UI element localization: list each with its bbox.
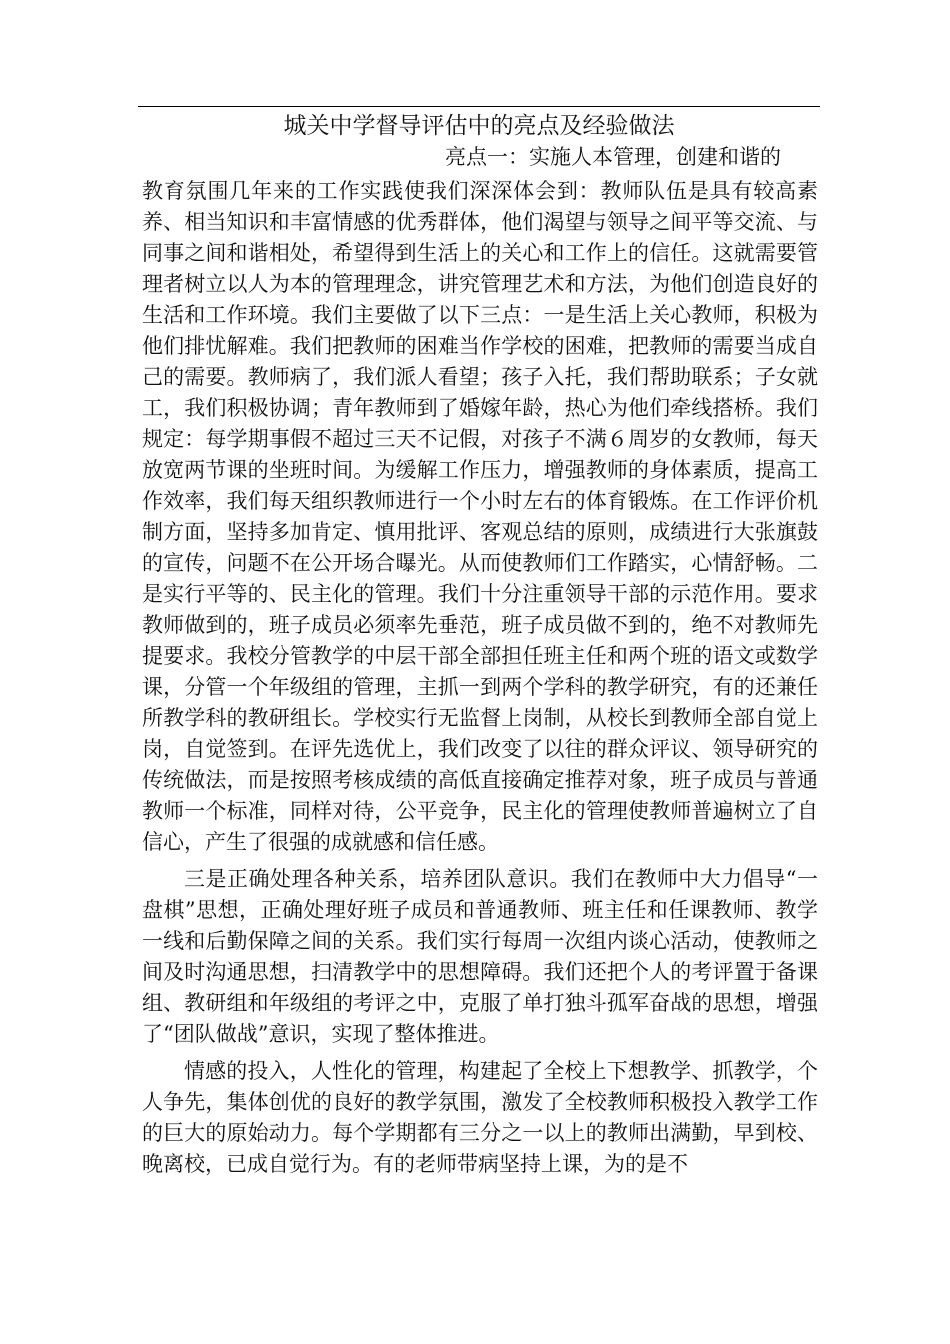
document-title: 城关中学督导评估中的亮点及经验做法 — [283, 113, 675, 139]
body-paragraph-3: 情感的投入，人性化的管理，构建起了全校上下想教学、抓教学，个人争先，集体创优的良好的教学氛围，激发了全校教师积极投入教学工作的巨大的原始动力。每个学期都有三分之一以上的教师出满勤，早到校、晚离校，已成自觉行为。有的老师带病坚持上课，为的是不 — [142, 1059, 818, 1176]
document-body — [142, 176, 818, 1180]
body-paragraph-2: 三是正确处理各种关系，培养团队意识。我们在教师中大力倡导“一盘棋”思想，正确处理好班子成员和普通教师、班主任和任课教师、教学一线和后勤保障之间的关系。我们实行每周一次组内谈心活动，使教师之间及时沟通思想，扫清教学中的思想障碍。我们还把个人的考评置于备课组、教研组和年级组的考评之中，克服了单打独斗孤军奋战的思想，增强了“团队做战”意识，实现了整体推进。 — [142, 867, 818, 1046]
body-paragraph-1: 教育氛围几年来的工作实践使我们深深体会到：教师队伍是具有较高素养、相当知识和丰富情感的优秀群体，他们渴望与领导之间平等交流、与同事之间和谐相处，希望得到生活上的关心和工作上的信任。这就需要管理者树立以人为本的管理理念，讲究管理艺术和方法，为他们创造良好的生活和工作环境。我们主要做了以下三点：一是生活上关心教师，积极为他们排忧解难。我们把教师的困难当作学校的困难，把教师的需要当成自己的需要。教师病了，我们派人看望；孩子入托，我们帮助联系；子女就工，我们积极协调；青年教师到了婚嫁年龄，热心为他们牵线搭桥。我们规定：每学期事假不超过三天不记假，对孩子不满６周岁的女教师，每天放宽两节课的坐班时间。为缓解工作压力，增强教师的身体素质，提高工作效率，我们每天组织教师进行一个小时左右的体育锻炼。在工作评价机制方面，坚持多加肯定、慎用批评、客观总结的原则，成绩进行大张旗鼓的宣传，问题不在公开场合曝光。从而使教师们工作踏实，心情舒畅。二是实行平等的、民主化的管理。我们十分注重领导干部的示范作用。要求教师做到的，班子成员必须率先垂范，班子成员做不到的，绝不对教师先提要求。我校分管教学的中层干部全部担任班主任和两个班的语文或数学课，分管一个年级组的管理，主抓一到两个学科的教学研究，有的还兼任所教学科的教研组长。学校实行无监督上岗制，从校长到教师全部自觉上岗，自觉签到。在评先选优上，我们改变了以往的群众评议、领导研究的传统做法，而是按照考核成绩的高低直接确定推荐对象，班子成员与普通教师一个标准，同样对待，公平竞争，民主化的管理使教师普遍树立了自信心，产生了很强的成就感和信任感。 — [142, 179, 818, 854]
section-heading: 亮点一：实施人本管理，创建和谐的 — [445, 145, 781, 169]
header-rule — [138, 106, 820, 107]
